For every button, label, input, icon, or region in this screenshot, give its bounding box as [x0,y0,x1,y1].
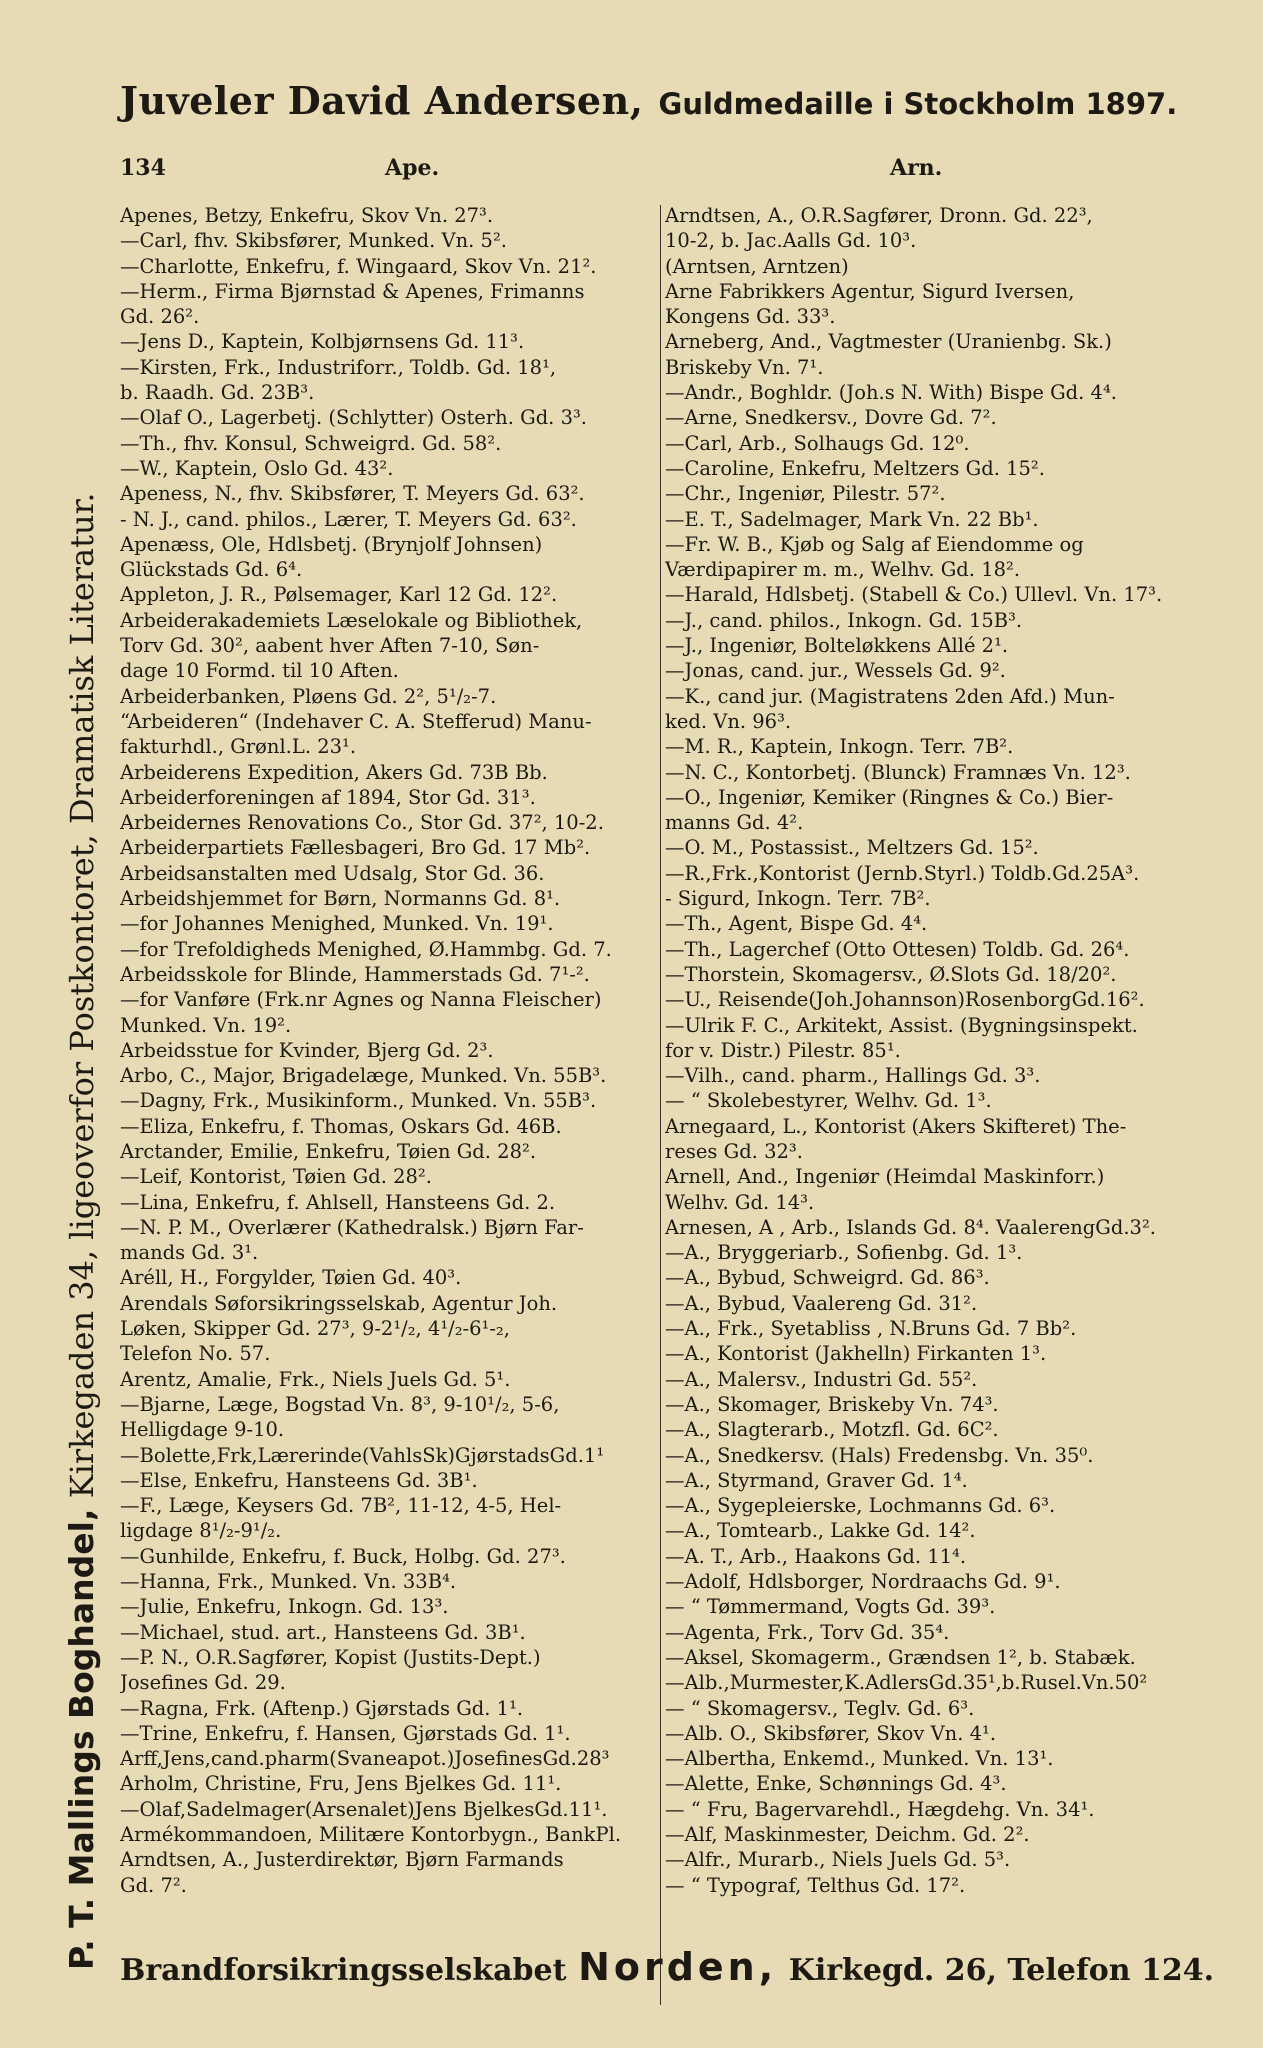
directory-entry-line: Gd. 7². [120,1873,187,1897]
directory-entry-line: —Kirsten, Frk., Industriforr., Toldb. Gd. 18¹, [120,355,557,379]
directory-entry-line: —Thorstein, Skomagersv., Ø.Slots Gd. 18/20². [665,962,1117,986]
directory-entry-line: —Th., Lagerchef (Otto Ottesen) Toldb. Gd. 26⁴. [665,937,1130,961]
directory-entry-line: —A. T., Arb., Haakons Gd. 11⁴. [665,1544,967,1568]
page-footer-ad [120,1945,1230,1989]
left-column [120,203,660,1898]
directory-entry-line: Arne Fabrikkers Agentur, Sigurd Iversen, [665,279,1075,303]
directory-entry-line: Arndtsen, A., Justerdirektør, Bjørn Farmands [120,1848,564,1872]
directory-entry-line: —N. C., Kontorbetj. (Blunck) Framnæs Vn. 12³. [665,760,1131,784]
directory-entry-line: - Sigurd, Inkogn. Terr. 7B². [665,887,931,911]
directory-entry-line: — “ Fru, Bagervarehdl., Hægdehg. Vn. 34¹. [665,1797,1095,1821]
sidebar-ad [62,370,101,1970]
directory-entry-line: —Aksel, Skomagerm., Grændsen 1², b. Stabæk. [665,1645,1136,1669]
directory-entry-line: —Charlotte, Enkefru, f. Wingaard, Skov Vn. 21². [120,254,597,278]
directory-entry-line: —Julie, Enkefru, Inkogn. Gd. 13³. [120,1595,449,1619]
directory-entry-line: —Harald, Hdlsbetj. (Stabell & Co.) Ullevl. Vn. 17³. [665,583,1163,607]
sidebar-ad-text: Kirkegaden 34, ligeoverfor Postkontoret, Dramatisk Literatur. [63,492,101,1499]
directory-entry-line: Arbeidernes Renovations Co., Stor Gd. 37², 10-2. [120,811,604,835]
directory-entry-line: Telefon No. 57. [120,1342,271,1366]
directory-entry-line: Arbeidsskole for Blinde, Hammerstads Gd. 7¹-². [120,962,590,986]
directory-entry-line: —A., Malersv., Industri Gd. 55². [665,1367,978,1391]
directory-entry-line: —Olaf,Sadelmager(Arsenalet)Jens BjelkesGd.11¹. [120,1797,608,1821]
directory-entry-line: Helligdage 9-10. [120,1418,285,1442]
directory-entry-line: Apenes, Betzy, Enkefru, Skov Vn. 27³. [120,204,494,227]
directory-entry-line: Arbeiderpartiets Fællesbageri, Bro Gd. 17 Mb². [120,836,591,860]
directory-entry-line: —Caroline, Enkefru, Meltzers Gd. 15². [665,456,1045,480]
directory-entry-line: —Dagny, Frk., Musikinform., Munked. Vn. 55B³. [120,1089,597,1113]
footer-company: Brandforsikringsselskabet [120,1953,567,1988]
directory-entry-line: —for Johannes Menighed, Munked. Vn. 19¹. [120,912,554,936]
directory-entry-line: — “ Tømmermand, Vogts Gd. 39³. [665,1595,996,1619]
header-subtitle: Guldmedaille i Stockholm 1897. [658,87,1178,121]
directory-entry-line: —A., Sygepleierske, Lochmanns Gd. 6³. [665,1494,1056,1518]
directory-entry-line: ked. Vn. 96³. [665,709,792,733]
directory-entry-line: —R.,Frk.,Kontorist (Jernb.Styrl.) Toldb.Gd.25A³. [665,861,1140,885]
directory-entry-line: —Chr., Ingeniør, Pilestr. 57². [665,482,946,506]
directory-entry-line: —A., Kontorist (Jakhelln) Firkanten 1³. [665,1342,1047,1366]
directory-entry-line: Glückstads Gd. 6⁴. [120,558,303,582]
directory-entry-line: Værdipapirer m. m., Welhv. Gd. 18². [665,558,1021,582]
directory-entry-line: Kongens Gd. 33³. [665,305,836,329]
directory-entry-line: —A., Tomtearb., Lakke Gd. 14². [665,1519,976,1543]
directory-entry-line: —for Vanføre (Frk.nr Agnes og Nanna Fleischer) [120,988,602,1012]
directory-entry-line: — “ Typograf, Telthus Gd. 17². [665,1873,966,1897]
directory-entry-line: —Th., fhv. Konsul, Schweigrd. Gd. 58². [120,431,502,455]
directory-entry-line: Josefines Gd. 29. [120,1671,286,1695]
directory-entry-line: Arnegaard, L., Kontorist (Akers Skifteret) The- [665,1114,1127,1138]
page-header-ad [120,78,1220,123]
directory-entry-line: Arbeidsanstalten med Udsalg, Stor Gd. 36. [120,861,545,885]
directory-entry-line: —J., Ingeniør, Bolteløkkens Allé 2¹. [665,634,1009,658]
directory-entry-line: —Agenta, Frk., Torv Gd. 35⁴. [665,1620,950,1644]
directory-entry-line: —Alb. O., Skibsfører, Skov Vn. 4¹. [665,1721,997,1745]
directory-entry-line: —F., Læge, Keysers Gd. 7B², 11-12, 4-5, Hel- [120,1494,562,1518]
directory-entry-line: — “ Skomagersv., Teglv. Gd. 6³. [665,1696,975,1720]
directory-entry-line: —Th., Agent, Bispe Gd. 4⁴. [665,912,928,936]
directory-entry-line: —A., Skomager, Briskeby Vn. 74³. [665,1392,999,1416]
directory-entry-line: —Gunhilde, Enkefru, f. Buck, Holbg. Gd. 27³. [120,1544,566,1568]
directory-entry-line: —Carl, Arb., Solhaugs Gd. 12⁰. [665,431,970,455]
directory-entry-line: dage 10 Formd. til 10 Aften. [120,659,399,683]
directory-entry-line: —Herm., Firma Bjørnstad & Apenes, Frimanns [120,279,585,303]
directory-entry-line: “Arbeideren“ (Indehaver C. A. Stefferud) Manu- [120,709,592,733]
directory-entry-line: —Trine, Enkefru, f. Hansen, Gjørstads Gd. 1¹. [120,1721,571,1745]
directory-entry-line: Welhv. Gd. 14³. [665,1190,815,1214]
directory-entry-line: —Alb.,Murmester,K.AdlersGd.35¹,b.Rusel.Vn.50² [665,1671,1148,1695]
directory-entry-line: Appleton, J. R., Pølsemager, Karl 12 Gd. 12². [120,583,558,607]
directory-entry-line: —N. P. M., Overlærer (Kathedralsk.) Bjørn Far- [120,1215,584,1239]
directory-entry-line: —Vilh., cand. pharm., Hallings Gd. 3³. [665,1064,1041,1088]
directory-entry-line: — “ Skolebestyrer, Welhv. Gd. 1³. [665,1089,992,1113]
directory-entry-line: Arnesen, A , Arb., Islands Gd. 8⁴. VaalerengGd.3². [665,1215,1156,1239]
directory-entry-line: —Olaf O., Lagerbetj. (Schlytter) Osterh. Gd. 3³. [120,406,587,430]
directory-entry-line: (Arntsen, Arntzen) [665,254,849,278]
directory-entry-line: —Carl, fhv. Skibsfører, Munked. Vn. 5². [120,229,507,253]
directory-entry-line: —Jonas, cand. jur., Wessels Gd. 9². [665,659,1006,683]
directory-entry-line: —A., Frk., Syetabliss , N.Bruns Gd. 7 Bb². [665,1317,1077,1341]
directory-entry-line: Løken, Skipper Gd. 27³, 9-2¹/₂, 4¹/₂-6¹-₂, [120,1317,510,1341]
directory-entry-line: —K., cand jur. (Magistratens 2den Afd.) Mun- [665,684,1115,708]
directory-entry-line: Munked. Vn. 19². [120,1013,292,1037]
directory-entry-line: Torv Gd. 30², aabent hver Aften 7-10, Søn- [120,634,540,658]
directory-entry-line: Arendals Søforsikringsselskab, Agentur Joh. [120,1291,558,1315]
directory-entry-line: Arbeiderakademiets Læselokale og Bibliothek, [120,608,583,632]
directory-entry-line: —Arne, Snedkersv., Dovre Gd. 7². [665,406,997,430]
directory-entry-line: Arentz, Amalie, Frk., Niels Juels Gd. 5¹. [120,1367,511,1391]
sidebar-ad-bold: P. T. Mallings Boghandel, [62,1508,101,1970]
directory-entry-line: —O., Ingeniør, Kemiker (Ringnes & Co.) Bier- [665,785,1114,809]
directory-entry-line: —J., cand. philos., Inkogn. Gd. 15B³. [665,608,1023,632]
directory-entry-line: fakturhdl., Grønl.L. 23¹. [120,735,357,759]
directory-entry-line: Arbeiderbanken, Pløens Gd. 2², 5¹/₂-7. [120,684,497,708]
directory-entry-line: —A., Styrmand, Graver Gd. 1⁴. [665,1468,968,1492]
directory-entry-line: —Bolette,Frk,Lærerinde(VahlsSk)GjørstadsGd.1¹ [120,1443,605,1467]
directory-entry-line: —Ulrik F. C., Arkitekt, Assist. (Bygningsinspekt. [665,1013,1138,1037]
directory-entry-line: Apenæss, Ole, Hdlsbetj. (Brynjolf Johnsen) [120,532,543,556]
directory-entry-line: ligdage 8¹/₂-9¹/₂. [120,1519,282,1543]
running-head [120,155,1220,185]
directory-entry-line: Gd. 26². [120,305,200,329]
directory-entry-line: —Alf, Maskinmester, Deichm. Gd. 2². [665,1823,1030,1846]
directory-entry-line: —A., Bybud, Vaalereng Gd. 31². [665,1291,978,1315]
directory-entry-line: 10-2, b. Jac.Aalls Gd. 10³. [665,229,917,253]
directory-entry-line: —Lina, Enkefru, f. Ahlsell, Hansteens Gd. 2. [120,1190,556,1214]
directory-entry-line: —Hanna, Frk., Munked. Vn. 33B⁴. [120,1570,457,1594]
directory-entry-line: —Alette, Enke, Schønnings Gd. 4³. [665,1772,1007,1796]
directory-entry-line: —Jens D., Kaptein, Kolbjørnsens Gd. 11³. [120,330,525,354]
directory-entry-line: b. Raadh. Gd. 23B³. [120,381,315,405]
directory-entry-line: mands Gd. 3¹. [120,1241,259,1265]
directory-entry-line: —U., Reisende(Joh.Johannson)RosenborgGd.16². [665,988,1145,1012]
directory-entry-line: —A., Slagterarb., Motzfl. Gd. 6C². [665,1418,999,1442]
directory-entry-line: —A., Snedkersv. (Hals) Fredensbg. Vn. 35⁰. [665,1443,1094,1467]
directory-entry-line: —Fr. W. B., Kjøb og Salg af Eiendomme og [665,532,1084,556]
directory-entry-line: Aréll, H., Forgylder, Tøien Gd. 40³. [120,1266,462,1290]
directory-entry-line: —for Trefoldigheds Menighed, Ø.Hammbg. Gd. 7. [120,937,612,961]
directory-entry-line: —Else, Enkefru, Hansteens Gd. 3B¹. [120,1468,478,1492]
directory-entry-line: Arndtsen, A., O.R.Sagfører, Dronn. Gd. 22³, [665,204,1093,227]
directory-entry-line: Arneberg, And., Vagtmester (Uranienbg. Sk.) [665,330,1112,354]
directory-entry-line: Arnell, And., Ingeniør (Heimdal Maskinforr.) [665,1165,1105,1189]
directory-entry-line: —Leif, Kontorist, Tøien Gd. 28². [120,1165,432,1189]
directory-entry-line: —A., Bybud, Schweigrd. Gd. 86³. [665,1266,990,1290]
left-key-word: Ape. [385,155,440,181]
directory-entry-line: Arbeidsstue for Kvinder, Bjerg Gd. 2³. [120,1038,494,1062]
footer-address: Kirkegd. 26, Telefon 124. [788,1953,1215,1988]
footer-brand: Norden, [578,1945,778,1989]
directory-entry-line: —M. R., Kaptein, Inkogn. Terr. 7B². [665,735,1014,759]
directory-entry-line: Briskeby Vn. 7¹. [665,355,824,379]
right-key-word: Arn. [890,155,943,181]
directory-entry-line: —E. T., Sadelmager, Mark Vn. 22 Bb¹. [665,507,1039,531]
directory-entry-line: Arbo, C., Major, Brigadelæge, Munked. Vn. 55B³. [120,1064,607,1088]
directory-entry-line: - N. J., cand. philos., Lærer, T. Meyers Gd. 63². [120,507,577,531]
column-divider [660,205,661,2005]
page-number: 134 [120,155,166,181]
directory-entry-line: —Adolf, Hdlsborger, Nordraachs Gd. 9¹. [665,1570,1061,1594]
directory-entry-line: —Alfr., Murarb., Niels Juels Gd. 5³. [665,1848,1011,1872]
directory-entry-line: Apeness, N., fhv. Skibsfører, T. Meyers Gd. 63². [120,482,585,506]
directory-entry-line: —Michael, stud. art., Hansteens Gd. 3B¹. [120,1620,526,1644]
directory-entry-line: Arbeiderens Expedition, Akers Gd. 73B Bb. [120,760,548,784]
directory-entry-line: for v. Distr.) Pilestr. 85¹. [665,1038,901,1062]
directory-entry-line: Arholm, Christine, Fru, Jens Bjelkes Gd. 11¹. [120,1772,562,1796]
directory-entry-line: reses Gd. 32³. [665,1139,803,1163]
directory-entry-line: —P. N., O.R.Sagfører, Kopist (Justits-Dept.) [120,1645,541,1669]
right-column [665,203,1225,1898]
directory-entry-line: Arctander, Emilie, Enkefru, Tøien Gd. 28². [120,1139,537,1163]
directory-entry-line: —Eliza, Enkefru, f. Thomas, Oskars Gd. 46B. [120,1114,562,1138]
directory-entry-line: —A., Bryggeriarb., Sofienbg. Gd. 1³. [665,1241,1023,1265]
header-title: Juveler David Andersen, [120,78,644,123]
directory-entry-line: —Albertha, Enkemd., Munked. Vn. 13¹. [665,1747,1054,1771]
directory-entry-line: manns Gd. 4². [665,811,804,835]
directory-entry-line: Arff,Jens,cand.pharm(Svaneapot.)JosefinesGd.28³ [120,1747,610,1771]
directory-entry-line: Arbeiderforeningen af 1894, Stor Gd. 31³. [120,785,536,809]
directory-entry-line: —Andr., Boghldr. (Joh.s N. With) Bispe Gd. 4⁴. [665,381,1117,405]
directory-entry-line: Armékommandoen, Militære Kontorbygn., BankPl. [120,1823,622,1846]
directory-entry-line: —O. M., Postassist., Meltzers Gd. 15². [665,836,1039,860]
directory-entry-line: —W., Kaptein, Oslo Gd. 43². [120,456,394,480]
directory-entry-line: —Bjarne, Læge, Bogstad Vn. 8³, 9-10¹/₂, 5-6, [120,1392,560,1416]
directory-entry-line: Arbeidshjemmet for Børn, Normanns Gd. 8¹. [120,887,561,911]
directory-entry-line: —Ragna, Frk. (Aftenp.) Gjørstads Gd. 1¹. [120,1696,524,1720]
